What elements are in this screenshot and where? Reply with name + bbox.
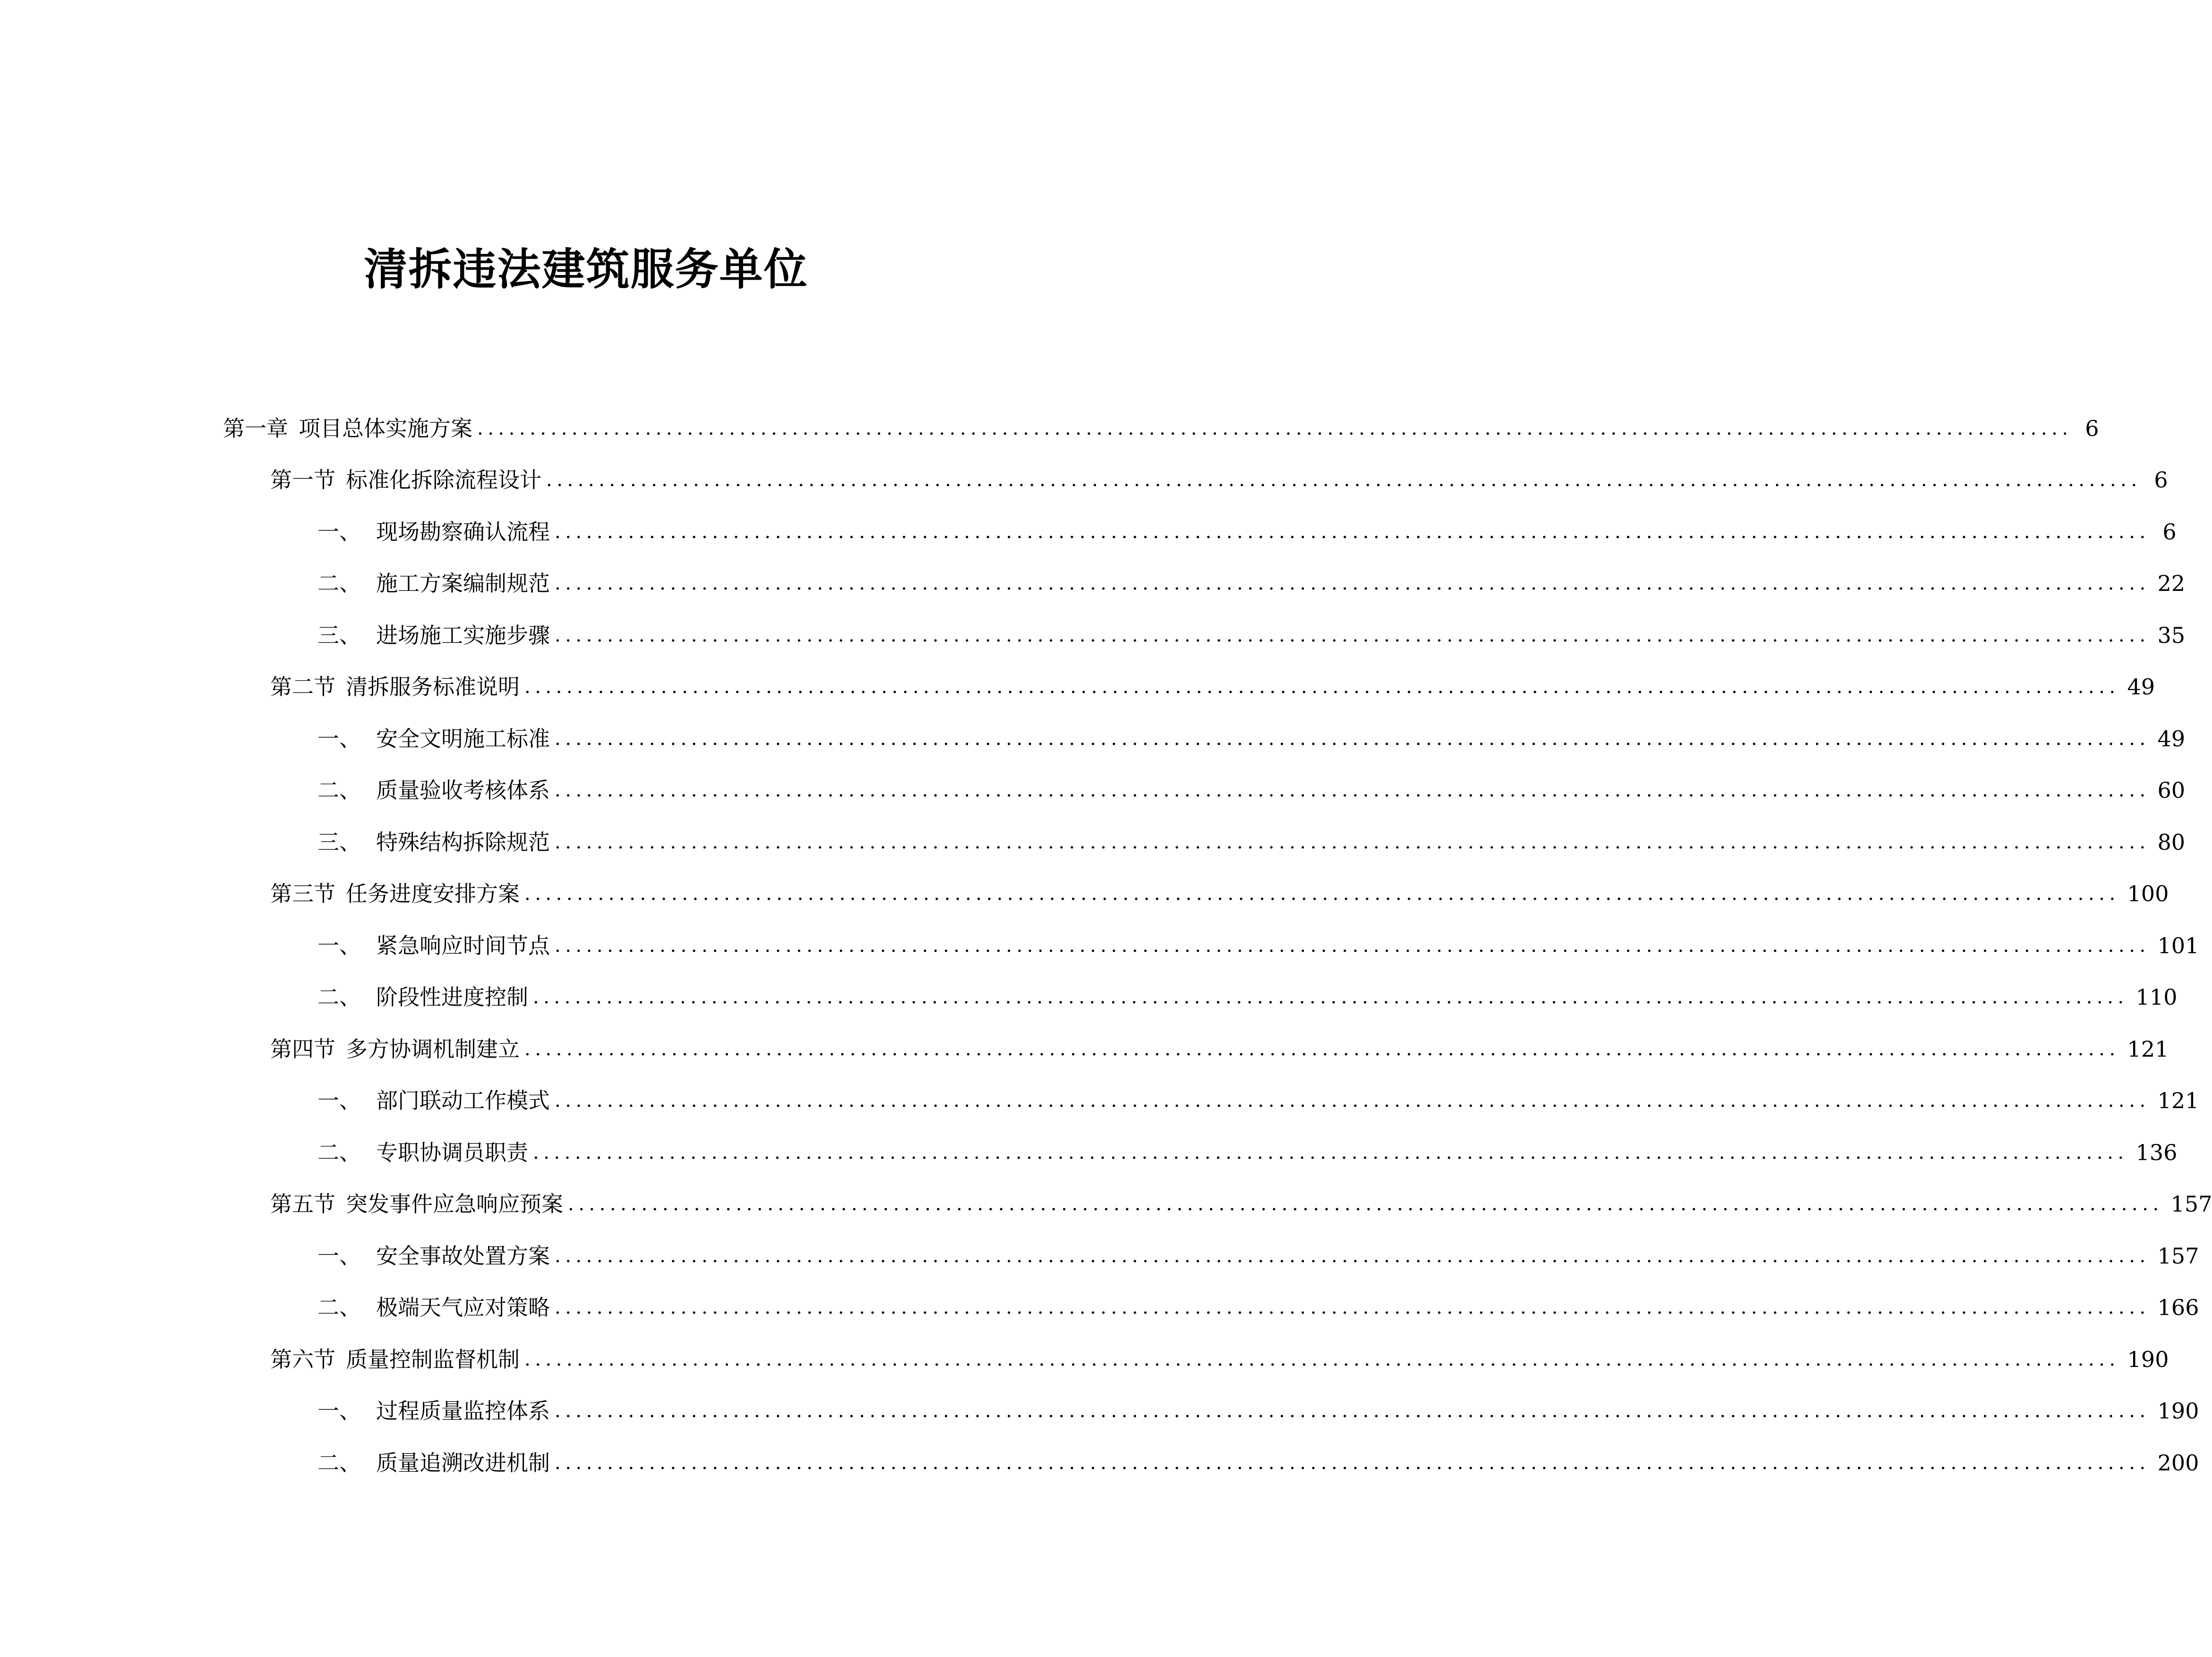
toc-page-number: 190 (2157, 1398, 2199, 1424)
toc-page-number: 190 (2127, 1346, 2169, 1372)
toc-entry-label (317, 1086, 550, 1115)
toc-subsection-entry[interactable] (317, 1075, 2199, 1127)
toc-page-number: 22 (2157, 571, 2186, 597)
dot-leader: ........................................................................................................................................................ (555, 1245, 2150, 1267)
toc-entry-number: 二、 (317, 1139, 361, 1165)
toc-entry-label (317, 931, 550, 960)
toc-entry-title: 紧急响应时间节点 (376, 932, 550, 958)
toc-entry-number: 二、 (317, 1450, 361, 1476)
toc-entry-label (270, 1190, 563, 1218)
toc-entry-title: 突发事件应急响应预案 (346, 1191, 563, 1217)
dot-leader: ........................................................................................................................................................ (533, 1141, 2128, 1163)
toc-section-entry[interactable] (270, 1333, 2169, 1385)
toc-entry-title: 阶段性进度控制 (376, 984, 528, 1010)
toc-page-number: 60 (2157, 777, 2186, 803)
toc-entry-number: 第六节 (270, 1346, 335, 1372)
toc-subsection-entry[interactable] (317, 1385, 2199, 1437)
toc-page-number: 80 (2157, 829, 2186, 855)
toc-page-number: 49 (2157, 726, 2186, 752)
toc-entry-number: 二、 (317, 571, 361, 597)
toc-entry-title: 标准化拆除流程设计 (346, 467, 541, 493)
toc-section-entry[interactable] (270, 661, 2155, 713)
toc-subsection-entry[interactable] (317, 1230, 2199, 1282)
toc-entry-title: 极端天气应对策略 (376, 1295, 550, 1321)
toc-page-number: 121 (2157, 1088, 2199, 1114)
toc-entry-label (223, 414, 472, 443)
toc-page-number: 121 (2127, 1036, 2169, 1062)
toc-entry-number: 一、 (317, 519, 361, 545)
toc-page-number: 6 (2162, 519, 2177, 545)
toc-entry-label (317, 1138, 528, 1167)
toc-entry-title: 部门联动工作模式 (376, 1088, 550, 1114)
toc-entry-title: 现场勘察确认流程 (376, 519, 550, 545)
dot-leader: ........................................................................................................................................................ (524, 883, 2120, 905)
toc-entry-title: 进场施工实施步骤 (376, 622, 550, 648)
dot-leader: ........................................................................................................................................................ (555, 727, 2150, 750)
dot-leader: ........................................................................................................................................................ (555, 1297, 2150, 1319)
toc-entry-number: 一、 (317, 726, 361, 752)
toc-subsection-entry[interactable] (317, 558, 2186, 610)
toc-page-number: 49 (2127, 674, 2155, 700)
toc-page-number: 200 (2157, 1450, 2199, 1476)
toc-subsection-entry[interactable] (317, 765, 2186, 817)
toc-page-number: 6 (2085, 415, 2099, 441)
toc-page-number: 100 (2127, 881, 2169, 907)
toc-entry-title: 项目总体实施方案 (299, 415, 472, 441)
toc-subsection-entry[interactable] (317, 506, 2177, 558)
dot-leader: ........................................................................................................................................................ (555, 521, 2150, 543)
toc-page-number: 136 (2135, 1139, 2178, 1165)
toc-entry-number: 一、 (317, 1088, 361, 1114)
toc-entry-label (270, 1345, 520, 1374)
toc-entry-number: 第五节 (270, 1191, 335, 1217)
toc-entry-number: 二、 (317, 1295, 361, 1321)
toc-entry-title: 质量验收考核体系 (376, 777, 550, 803)
toc-page-number: 110 (2135, 984, 2178, 1010)
toc-entry-label (317, 776, 550, 804)
toc-entry-title: 施工方案编制规范 (376, 571, 550, 597)
dot-leader: ........................................................................................................................................................ (546, 469, 2142, 491)
toc-entry-label (317, 983, 528, 1011)
toc-subsection-entry[interactable] (317, 972, 2178, 1024)
toc-entry-label (317, 1449, 550, 1477)
toc-entry-number: 二、 (317, 777, 361, 803)
toc-page-number: 157 (2170, 1191, 2212, 1217)
dot-leader: ........................................................................................................................................................ (555, 1400, 2150, 1422)
toc-entry-label (270, 880, 520, 908)
toc-entry-title: 多方协调机制建立 (346, 1036, 520, 1062)
toc-page-number: 101 (2157, 932, 2199, 958)
toc-entry-number: 三、 (317, 622, 361, 648)
toc-entry-number: 第一节 (270, 467, 335, 493)
dot-leader: ........................................................................................................................................................ (533, 986, 2128, 1008)
toc-entry-label (317, 621, 550, 649)
toc-page-number: 35 (2157, 622, 2186, 648)
dot-leader: ........................................................................................................................................................ (524, 1348, 2120, 1370)
toc-entry-number: 二、 (317, 984, 361, 1010)
toc-subsection-entry[interactable] (317, 920, 2199, 972)
toc-subsection-entry[interactable] (317, 609, 2186, 661)
toc-entry-number: 一、 (317, 1243, 361, 1269)
toc-entry-label (317, 518, 550, 546)
toc-entry-title: 清拆服务标准说明 (346, 674, 520, 700)
dot-leader: ........................................................................................................................................................ (555, 934, 2150, 957)
toc-subsection-entry[interactable] (317, 1127, 2178, 1179)
toc-section-entry[interactable] (270, 1023, 2169, 1075)
toc-entry-label (270, 466, 541, 494)
toc-entry-title: 安全文明施工标准 (376, 726, 550, 752)
toc-entry-title: 特殊结构拆除规范 (376, 829, 550, 855)
toc-entry-number: 第三节 (270, 881, 335, 907)
toc-entry-label (270, 1035, 520, 1063)
toc-entry-number: 第四节 (270, 1036, 335, 1062)
toc-section-entry[interactable] (270, 454, 2168, 506)
toc-chapter-entry[interactable] (223, 402, 2099, 454)
toc-entry-label (317, 1397, 550, 1425)
toc-subsection-entry[interactable] (317, 816, 2186, 868)
toc-entry-number: 一、 (317, 932, 361, 958)
dot-leader: ........................................................................................................................................................ (555, 624, 2150, 646)
toc-entry-number: 一、 (317, 1398, 361, 1424)
toc-entry-title: 安全事故处置方案 (376, 1243, 550, 1269)
toc-entry-title: 过程质量监控体系 (376, 1398, 550, 1424)
toc-page-number: 6 (2154, 467, 2168, 493)
dot-leader: ........................................................................................................................................................ (555, 831, 2150, 853)
toc-subsection-entry[interactable] (317, 1437, 2199, 1489)
toc-section-entry[interactable] (270, 1179, 2212, 1230)
dot-leader: ........................................................................................................................................................ (555, 779, 2150, 802)
toc-page-number: 166 (2157, 1295, 2199, 1321)
toc-entry-title: 专职协调员职责 (376, 1139, 528, 1165)
table-of-contents (0, 402, 2212, 1489)
toc-entry-label (317, 828, 550, 856)
toc-entry-label (317, 725, 550, 753)
dot-leader: ........................................................................................................................................................ (524, 676, 2120, 698)
toc-subsection-entry[interactable] (317, 713, 2186, 765)
toc-subsection-entry[interactable] (317, 1282, 2199, 1334)
dot-leader: ........................................................................................................................................................ (524, 1038, 2120, 1060)
dot-leader: ........................................................................................................................................................ (568, 1193, 2163, 1215)
toc-entry-number: 第二节 (270, 674, 335, 700)
toc-section-entry[interactable] (270, 868, 2169, 920)
dot-leader: ........................................................................................................................................................ (555, 1090, 2150, 1112)
document-title: 清拆违法建筑服务单位 (364, 244, 808, 295)
toc-entry-label (317, 1242, 550, 1270)
toc-entry-title: 任务进度安排方案 (346, 881, 520, 907)
dot-leader: ........................................................................................................................................................ (555, 1452, 2150, 1474)
dot-leader: ........................................................................................................................................................ (555, 572, 2150, 595)
toc-page-number: 157 (2157, 1243, 2199, 1269)
toc-entry-label (270, 673, 520, 701)
toc-entry-label (317, 569, 550, 598)
toc-entry-number: 第一章 (223, 415, 288, 441)
toc-entry-label (317, 1293, 550, 1322)
toc-entry-title: 质量控制监督机制 (346, 1346, 520, 1372)
dot-leader: ........................................................................................................................................................ (477, 417, 2073, 439)
toc-entry-title: 质量追溯改进机制 (376, 1450, 550, 1476)
toc-entry-number: 三、 (317, 829, 361, 855)
